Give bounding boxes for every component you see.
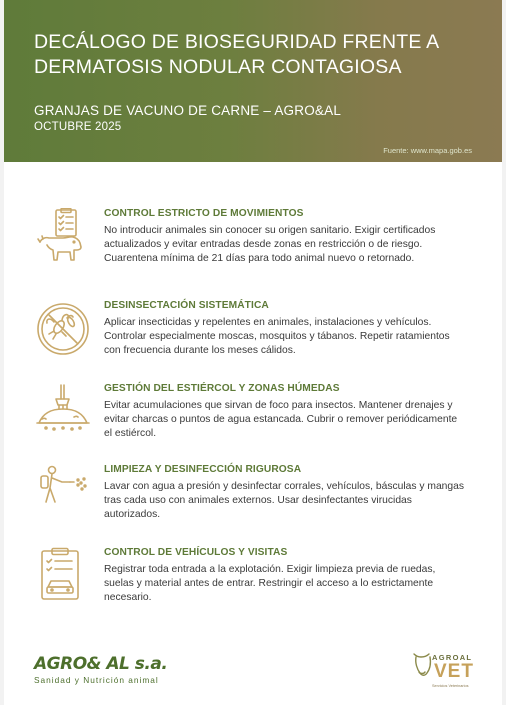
title-line-1: DECÁLOGO DE BIOSEGURIDAD FRENTE A [34, 31, 440, 53]
manure-pile-icon [34, 383, 92, 441]
agroal-logo-name: AGRO& AL s.a. [34, 654, 168, 674]
item-heading: DESINSECTACIÓN SISTEMÁTICA [104, 300, 269, 311]
item-body: Lavar con agua a presión y desinfectar corrales, vehículos, básculas y mangas tras cada uso con animales externos. Usar desinfectantes virucidas autorizados. [104, 481, 465, 520]
sprayer-person-icon [34, 464, 92, 522]
agroal-vet-logo [410, 650, 480, 692]
bioseguridad-poster [4, 0, 502, 705]
header-banner [4, 0, 502, 162]
item-heading: LIMPIEZA Y DESINFECCIÓN RIGUROSA [104, 464, 302, 475]
vet-logo-top: AGROAL [432, 653, 473, 662]
vet-logo-main: VET [434, 661, 474, 682]
title-line-2: DERMATOSIS NODULAR CONTAGIOSA [34, 56, 402, 78]
item-body: Aplicar insecticidas y repelentes en animales, instalaciones y vehículos. Controlar especialmente moscas, mosquitos y tábanos. Repetir ratamientos con frecuencia durante los meses cálidos. [104, 317, 450, 356]
publication-date: OCTUBRE 2025 [34, 121, 122, 133]
item-heading: CONTROL ESTRICTO DE MOVIMIENTOS [104, 208, 304, 219]
source-credit: Fuente: www.mapa.gob.es [383, 146, 472, 155]
vet-logo-sub: Servicios Veterinarios [432, 684, 469, 688]
agroal-logo-tagline: Sanidad y Nutrición animal [34, 675, 159, 685]
no-insects-icon [34, 300, 92, 358]
vehicle-register-icon [34, 547, 92, 605]
item-body: No introducir animales sin conocer su origen sanitario. Exigir certificados actualizados y evitar entradas desde zonas en restricción o de riesgo. Cuarentena mínima de 21 días para todo animal nuevo o retornado. [104, 225, 436, 264]
page-subtitle: GRANJAS DE VACUNO DE CARNE – AGRO&AL [34, 103, 342, 118]
agroal-logo [34, 654, 167, 685]
item-body: Registrar toda entrada a la explotación. Exigir limpieza previa de ruedas, suelas y material antes de entrar. Restringir el acceso a lo estrictamente necesario. [104, 564, 436, 603]
item-heading: CONTROL DE VEHÍCULOS Y VISITAS [104, 547, 288, 558]
page-title [34, 30, 484, 80]
item-body: Evitar acumulaciones que sirvan de foco para insectos. Mantener drenajes y evitar charcas o puntos de agua estancada. Cubrir o remover periódicamente el estiércol. [104, 400, 458, 439]
cattle-checklist-icon [34, 208, 92, 266]
item-heading: GESTIÓN DEL ESTIÉRCOL Y ZONAS HÚMEDAS [104, 383, 340, 394]
